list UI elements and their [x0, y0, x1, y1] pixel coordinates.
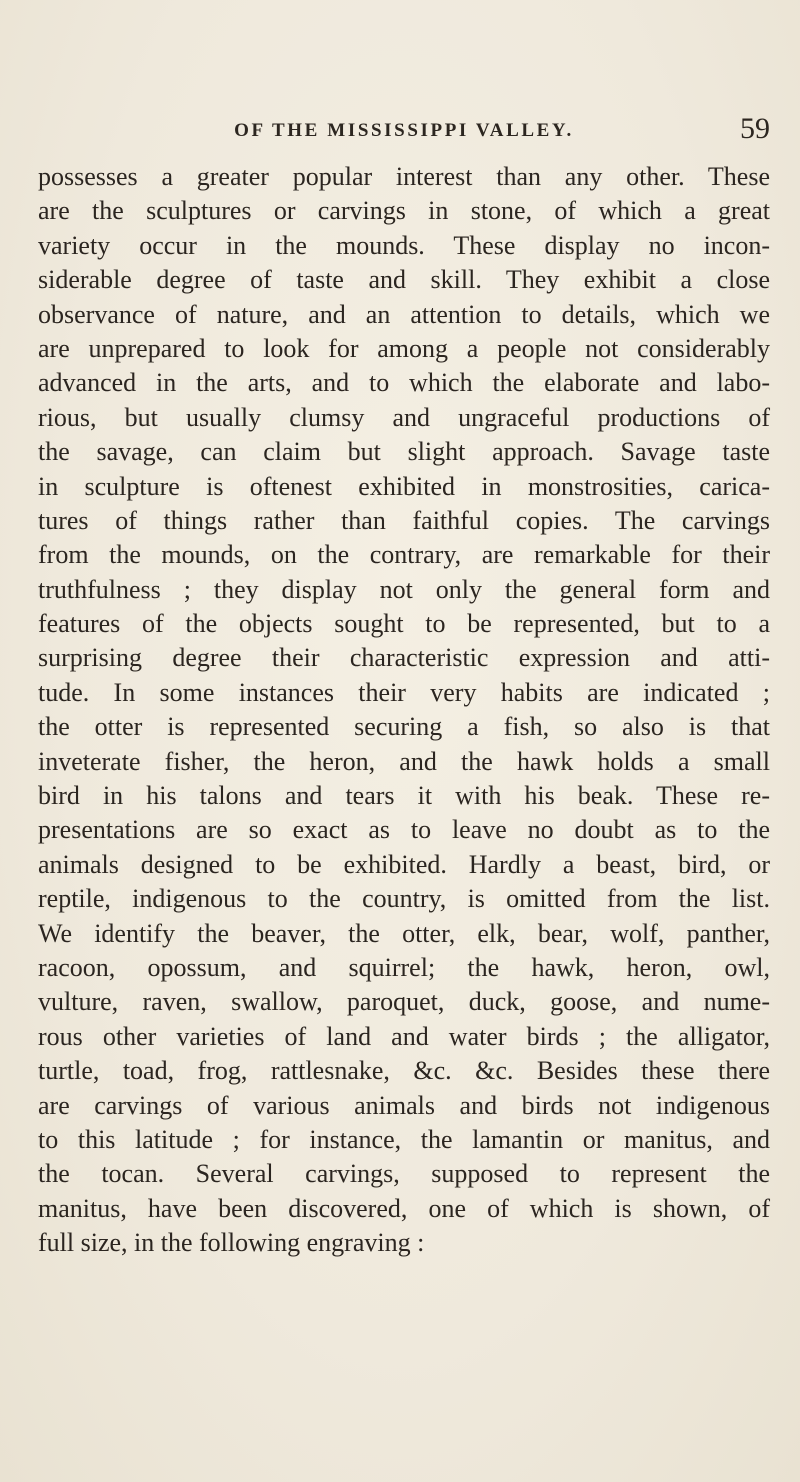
text-line: manitus, have been discovered, one of which is shown, of: [38, 1193, 770, 1223]
text-line: racoon, opossum, and squirrel; the hawk, heron, owl,: [38, 952, 770, 982]
text-line: advanced in the arts, and to which the elaborate and labo-: [38, 368, 770, 398]
text-line: tures of things rather than faithful copies. The carvings: [38, 505, 770, 535]
text-line: the otter is represented securing a fish, so also is that: [38, 712, 770, 742]
text-line: rous other varieties of land and water birds ; the alligator,: [38, 1021, 770, 1051]
text-line: reptile, indigenous to the country, is omitted from the list.: [38, 884, 770, 914]
text-line: surprising degree their characteristic expression and atti-: [38, 643, 770, 673]
text-line: We identify the beaver, the otter, elk, bear, wolf, panther,: [38, 918, 770, 948]
text-line: variety occur in the mounds. These display no incon-: [38, 230, 770, 260]
text-line: are the sculptures or carvings in stone, of which a great: [38, 196, 770, 226]
text-line: the tocan. Several carvings, supposed to represent the: [38, 1159, 770, 1189]
text-line: in sculpture is oftenest exhibited in monstrosities, carica-: [38, 471, 770, 501]
text-line: tude. In some instances their very habits are indicated ;: [38, 677, 770, 707]
text-line: observance of nature, and an attention to details, which we: [38, 299, 770, 329]
running-head: [38, 112, 770, 148]
text-line: from the mounds, on the contrary, are remarkable for their: [38, 540, 770, 570]
text-line: the savage, can claim but slight approach. Savage taste: [38, 437, 770, 467]
text-line: full size, in the following engraving :: [38, 1228, 425, 1258]
text-line: are carvings of various animals and birds not indigenous: [38, 1090, 770, 1120]
text-line: truthfulness ; they display not only the general form and: [38, 574, 770, 604]
running-title: OF THE MISSISSIPPI VALLEY.: [234, 120, 574, 141]
page-number: 59: [740, 112, 770, 145]
text-line: rious, but usually clumsy and ungraceful productions of: [38, 402, 770, 432]
text-line: features of the objects sought to be represented, but to a: [38, 609, 770, 639]
text-line: are unprepared to look for among a people not considerably: [38, 333, 770, 363]
text-line: turtle, toad, frog, rattlesnake, &c. &c. Besides these there: [38, 1056, 770, 1086]
text-line: presentations are so exact as to leave no doubt as to the: [38, 815, 770, 845]
text-line: bird in his talons and tears it with his beak. These re-: [38, 781, 770, 811]
text-line: siderable degree of taste and skill. They exhibit a close: [38, 265, 770, 295]
text-line: vulture, raven, swallow, paroquet, duck, goose, and nume-: [38, 987, 770, 1017]
text-line: animals designed to be exhibited. Hardly a beast, bird, or: [38, 849, 770, 879]
text-line: to this latitude ; for instance, the lamantin or manitus, and: [38, 1124, 770, 1154]
body-paragraph: [38, 160, 770, 1261]
text-line: possesses a greater popular interest than any other. These: [38, 162, 770, 191]
text-line: inveterate fisher, the heron, and the hawk holds a small: [38, 746, 770, 776]
